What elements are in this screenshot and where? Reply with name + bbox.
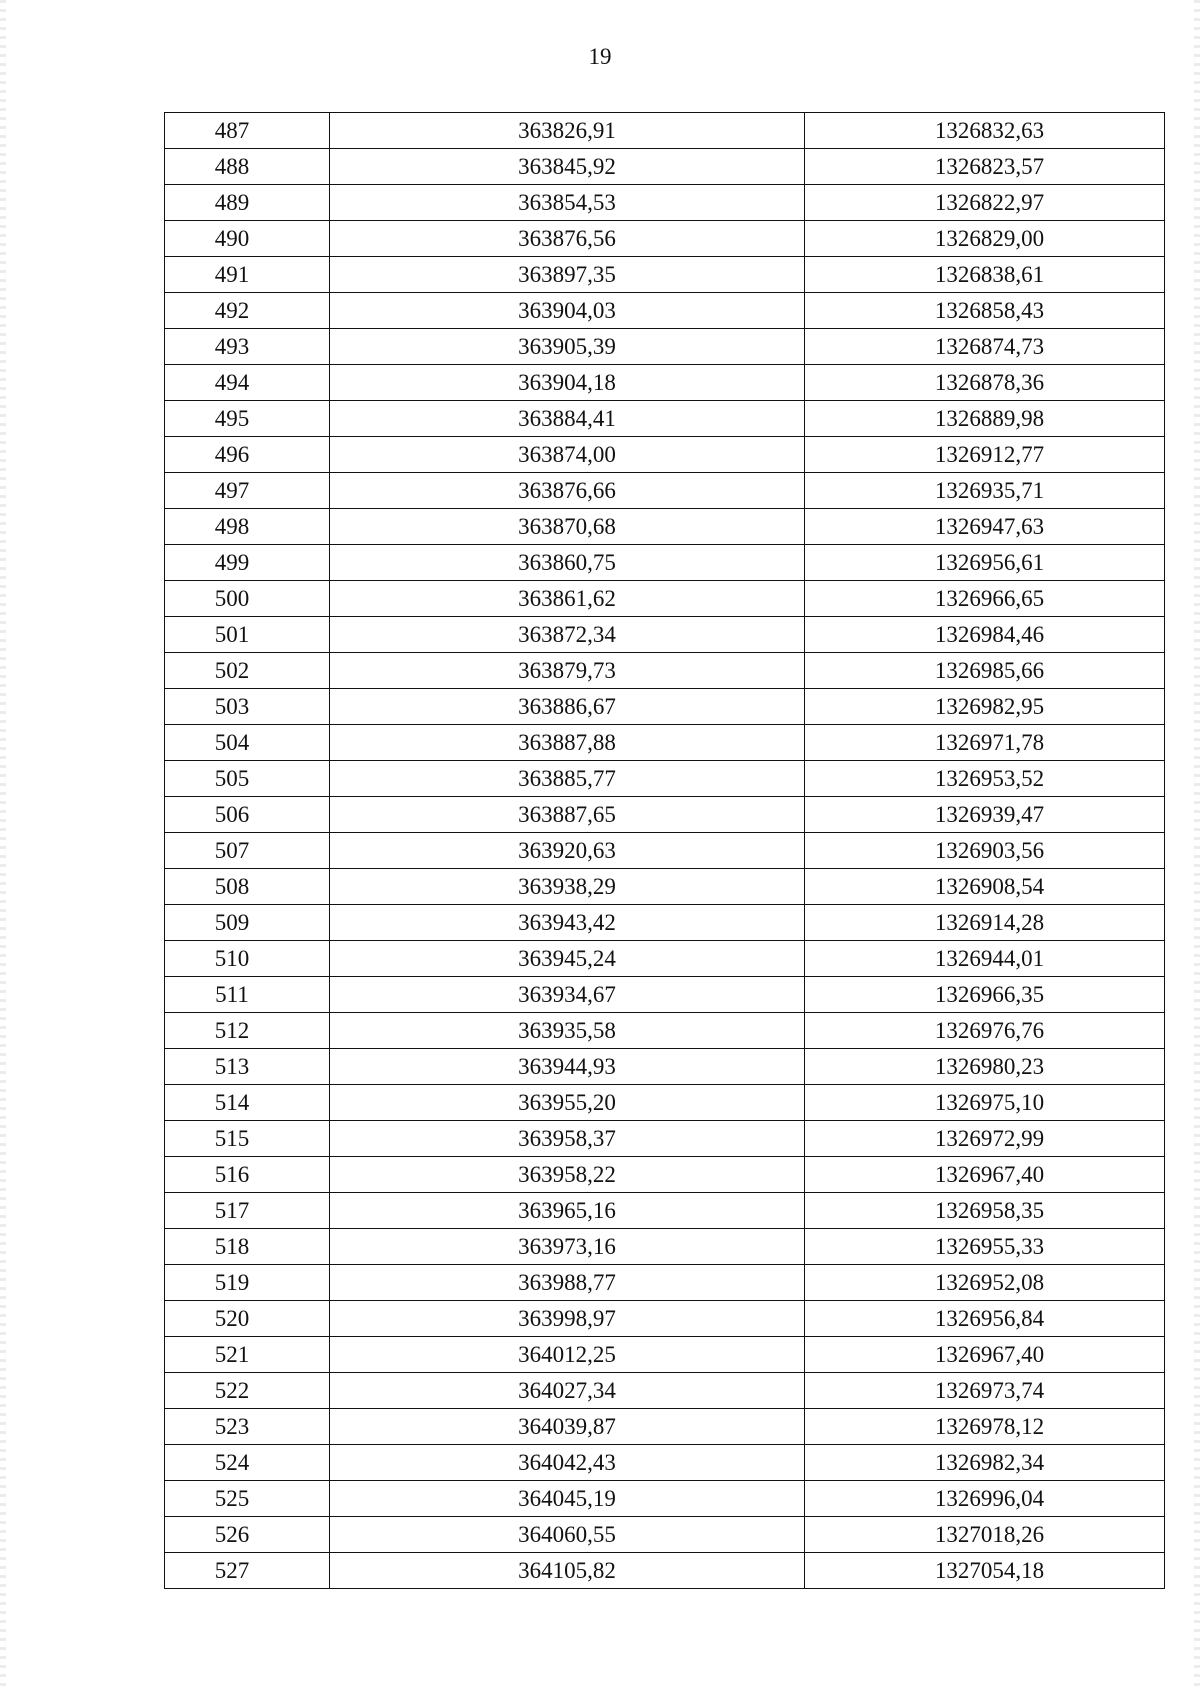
table-row [165, 1373, 1165, 1409]
y-coordinate-cell: 1326912,77 [805, 437, 1165, 473]
point-number-cell: 506 [165, 797, 330, 833]
point-number-cell: 508 [165, 869, 330, 905]
table-row [165, 1337, 1165, 1373]
point-number-cell: 489 [165, 185, 330, 221]
x-coordinate-cell: 364045,19 [330, 1481, 805, 1517]
x-coordinate-cell: 363958,37 [330, 1121, 805, 1157]
x-coordinate-cell: 363988,77 [330, 1265, 805, 1301]
table-row [165, 797, 1165, 833]
y-coordinate-cell: 1326935,71 [805, 473, 1165, 509]
x-coordinate-cell: 363935,58 [330, 1013, 805, 1049]
table-row [165, 1553, 1165, 1589]
table-row [165, 473, 1165, 509]
point-number-cell: 526 [165, 1517, 330, 1553]
point-number-cell: 520 [165, 1301, 330, 1337]
y-coordinate-cell: 1326967,40 [805, 1337, 1165, 1373]
table-row [165, 1085, 1165, 1121]
table-row [165, 365, 1165, 401]
x-coordinate-cell: 364105,82 [330, 1553, 805, 1589]
y-coordinate-cell: 1326874,73 [805, 329, 1165, 365]
x-coordinate-cell: 363874,00 [330, 437, 805, 473]
y-coordinate-cell: 1326980,23 [805, 1049, 1165, 1085]
y-coordinate-cell: 1326982,34 [805, 1445, 1165, 1481]
y-coordinate-cell: 1326958,35 [805, 1193, 1165, 1229]
point-number-cell: 488 [165, 149, 330, 185]
y-coordinate-cell: 1326939,47 [805, 797, 1165, 833]
x-coordinate-cell: 363904,18 [330, 365, 805, 401]
x-coordinate-cell: 363998,97 [330, 1301, 805, 1337]
x-coordinate-cell: 363845,92 [330, 149, 805, 185]
y-coordinate-cell: 1326878,36 [805, 365, 1165, 401]
table-row [165, 1049, 1165, 1085]
x-coordinate-cell: 364027,34 [330, 1373, 805, 1409]
point-number-cell: 503 [165, 689, 330, 725]
x-coordinate-cell: 363876,66 [330, 473, 805, 509]
x-coordinate-cell: 363887,65 [330, 797, 805, 833]
x-coordinate-cell: 363886,67 [330, 689, 805, 725]
y-coordinate-cell: 1326838,61 [805, 257, 1165, 293]
scan-edge-left [0, 0, 6, 1686]
table-row [165, 1409, 1165, 1445]
x-coordinate-cell: 363945,24 [330, 941, 805, 977]
point-number-cell: 513 [165, 1049, 330, 1085]
table-row [165, 581, 1165, 617]
x-coordinate-cell: 363944,93 [330, 1049, 805, 1085]
point-number-cell: 521 [165, 1337, 330, 1373]
x-coordinate-cell: 364060,55 [330, 1517, 805, 1553]
point-number-cell: 524 [165, 1445, 330, 1481]
x-coordinate-cell: 364012,25 [330, 1337, 805, 1373]
coordinates-table [164, 112, 1165, 1589]
point-number-cell: 527 [165, 1553, 330, 1589]
x-coordinate-cell: 363905,39 [330, 329, 805, 365]
y-coordinate-cell: 1326858,43 [805, 293, 1165, 329]
point-number-cell: 502 [165, 653, 330, 689]
point-number-cell: 496 [165, 437, 330, 473]
point-number-cell: 522 [165, 1373, 330, 1409]
point-number-cell: 510 [165, 941, 330, 977]
y-coordinate-cell: 1326903,56 [805, 833, 1165, 869]
x-coordinate-cell: 363885,77 [330, 761, 805, 797]
y-coordinate-cell: 1326973,74 [805, 1373, 1165, 1409]
point-number-cell: 497 [165, 473, 330, 509]
point-number-cell: 492 [165, 293, 330, 329]
y-coordinate-cell: 1326953,52 [805, 761, 1165, 797]
y-coordinate-cell: 1326982,95 [805, 689, 1165, 725]
y-coordinate-cell: 1326908,54 [805, 869, 1165, 905]
scan-edge-right [1194, 0, 1200, 1686]
y-coordinate-cell: 1327054,18 [805, 1553, 1165, 1589]
point-number-cell: 511 [165, 977, 330, 1013]
y-coordinate-cell: 1326985,66 [805, 653, 1165, 689]
x-coordinate-cell: 363934,67 [330, 977, 805, 1013]
point-number-cell: 504 [165, 725, 330, 761]
coordinates-table-body [165, 113, 1165, 1589]
x-coordinate-cell: 363938,29 [330, 869, 805, 905]
table-row [165, 617, 1165, 653]
point-number-cell: 498 [165, 509, 330, 545]
table-row [165, 977, 1165, 1013]
point-number-cell: 515 [165, 1121, 330, 1157]
table-row [165, 941, 1165, 977]
point-number-cell: 519 [165, 1265, 330, 1301]
point-number-cell: 507 [165, 833, 330, 869]
point-number-cell: 525 [165, 1481, 330, 1517]
page-number: 19 [588, 44, 612, 69]
y-coordinate-cell: 1326967,40 [805, 1157, 1165, 1193]
point-number-cell: 505 [165, 761, 330, 797]
x-coordinate-cell: 363897,35 [330, 257, 805, 293]
table-row [165, 869, 1165, 905]
y-coordinate-cell: 1326978,12 [805, 1409, 1165, 1445]
point-number-cell: 494 [165, 365, 330, 401]
table-row [165, 1517, 1165, 1553]
x-coordinate-cell: 363943,42 [330, 905, 805, 941]
point-number-cell: 518 [165, 1229, 330, 1265]
table-row [165, 329, 1165, 365]
table-row [165, 221, 1165, 257]
table-row [165, 113, 1165, 149]
x-coordinate-cell: 364042,43 [330, 1445, 805, 1481]
x-coordinate-cell: 363826,91 [330, 113, 805, 149]
x-coordinate-cell: 363884,41 [330, 401, 805, 437]
x-coordinate-cell: 363920,63 [330, 833, 805, 869]
y-coordinate-cell: 1326984,46 [805, 617, 1165, 653]
x-coordinate-cell: 363876,56 [330, 221, 805, 257]
table-row [165, 545, 1165, 581]
table-row [165, 653, 1165, 689]
x-coordinate-cell: 363965,16 [330, 1193, 805, 1229]
point-number-cell: 493 [165, 329, 330, 365]
point-number-cell: 501 [165, 617, 330, 653]
table-row [165, 185, 1165, 221]
table-row [165, 905, 1165, 941]
y-coordinate-cell: 1326944,01 [805, 941, 1165, 977]
x-coordinate-cell: 363887,88 [330, 725, 805, 761]
y-coordinate-cell: 1326889,98 [805, 401, 1165, 437]
y-coordinate-cell: 1326952,08 [805, 1265, 1165, 1301]
x-coordinate-cell: 363958,22 [330, 1157, 805, 1193]
y-coordinate-cell: 1326976,76 [805, 1013, 1165, 1049]
table-row [165, 401, 1165, 437]
x-coordinate-cell: 363955,20 [330, 1085, 805, 1121]
table-row [165, 509, 1165, 545]
point-number-cell: 514 [165, 1085, 330, 1121]
table-row [165, 761, 1165, 797]
y-coordinate-cell: 1326996,04 [805, 1481, 1165, 1517]
y-coordinate-cell: 1326972,99 [805, 1121, 1165, 1157]
point-number-cell: 491 [165, 257, 330, 293]
table-row [165, 1301, 1165, 1337]
x-coordinate-cell: 363879,73 [330, 653, 805, 689]
x-coordinate-cell: 363854,53 [330, 185, 805, 221]
table-row [165, 1481, 1165, 1517]
table-row [165, 689, 1165, 725]
y-coordinate-cell: 1326966,35 [805, 977, 1165, 1013]
y-coordinate-cell: 1326832,63 [805, 113, 1165, 149]
y-coordinate-cell: 1326955,33 [805, 1229, 1165, 1265]
x-coordinate-cell: 363870,68 [330, 509, 805, 545]
table-row [165, 1193, 1165, 1229]
table-row [165, 257, 1165, 293]
point-number-cell: 500 [165, 581, 330, 617]
table-row [165, 725, 1165, 761]
x-coordinate-cell: 363860,75 [330, 545, 805, 581]
table-row [165, 1157, 1165, 1193]
y-coordinate-cell: 1326947,63 [805, 509, 1165, 545]
table-row [165, 1229, 1165, 1265]
y-coordinate-cell: 1326956,61 [805, 545, 1165, 581]
point-number-cell: 523 [165, 1409, 330, 1445]
y-coordinate-cell: 1327018,26 [805, 1517, 1165, 1553]
point-number-cell: 499 [165, 545, 330, 581]
y-coordinate-cell: 1326956,84 [805, 1301, 1165, 1337]
point-number-cell: 487 [165, 113, 330, 149]
table-row [165, 1013, 1165, 1049]
point-number-cell: 517 [165, 1193, 330, 1229]
table-row [165, 293, 1165, 329]
table-row [165, 149, 1165, 185]
table-row [165, 1445, 1165, 1481]
y-coordinate-cell: 1326823,57 [805, 149, 1165, 185]
x-coordinate-cell: 363973,16 [330, 1229, 805, 1265]
y-coordinate-cell: 1326966,65 [805, 581, 1165, 617]
y-coordinate-cell: 1326914,28 [805, 905, 1165, 941]
y-coordinate-cell: 1326975,10 [805, 1085, 1165, 1121]
table-row [165, 437, 1165, 473]
point-number-cell: 509 [165, 905, 330, 941]
y-coordinate-cell: 1326971,78 [805, 725, 1165, 761]
table-row [165, 1265, 1165, 1301]
x-coordinate-cell: 363861,62 [330, 581, 805, 617]
table-row [165, 1121, 1165, 1157]
x-coordinate-cell: 363904,03 [330, 293, 805, 329]
table-row [165, 833, 1165, 869]
x-coordinate-cell: 363872,34 [330, 617, 805, 653]
point-number-cell: 512 [165, 1013, 330, 1049]
point-number-cell: 495 [165, 401, 330, 437]
y-coordinate-cell: 1326829,00 [805, 221, 1165, 257]
point-number-cell: 516 [165, 1157, 330, 1193]
y-coordinate-cell: 1326822,97 [805, 185, 1165, 221]
point-number-cell: 490 [165, 221, 330, 257]
x-coordinate-cell: 364039,87 [330, 1409, 805, 1445]
